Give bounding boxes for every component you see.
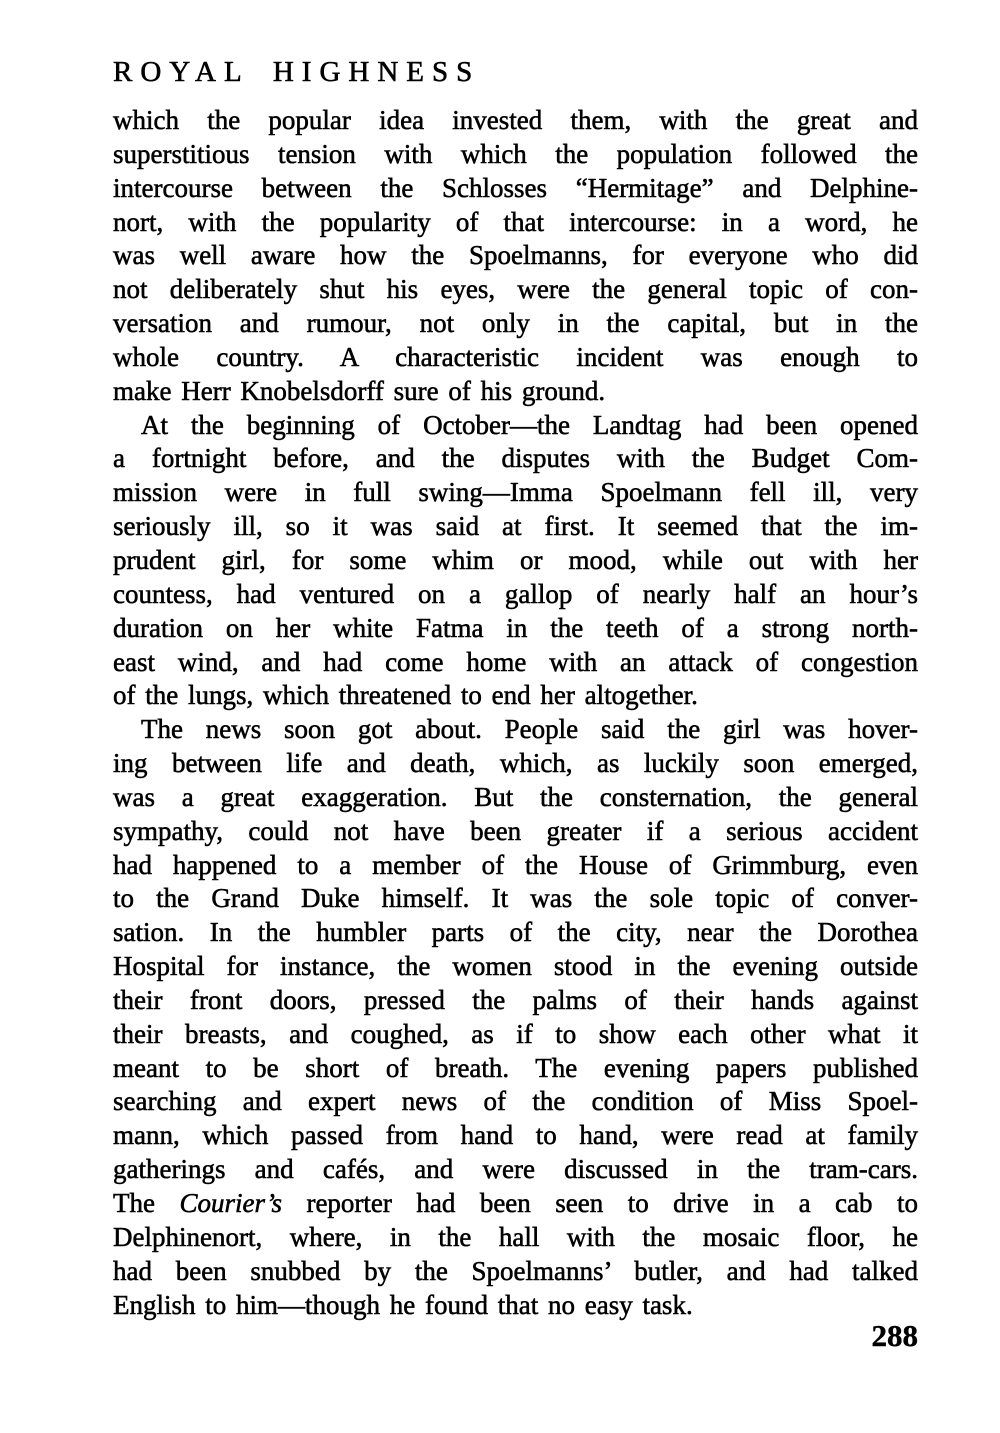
text-line: was well aware how the Spoelmanns, for everyone who did [113, 240, 918, 271]
text-line: which the popular idea invested them, with the great and [113, 105, 918, 135]
text-line: their front doors, pressed the palms of their hands against [113, 984, 918, 1015]
text-line: sympathy, could not have been greater if a serious accident [113, 815, 918, 846]
running-head: ROYAL HIGHNESS [113, 56, 481, 88]
text-line: had happened to a member of the House of Grimmburg, even [113, 849, 918, 880]
text-line: mann, which passed from hand to hand, were read at family [113, 1120, 918, 1151]
text-line: Hospital for instance, the women stood in the evening outside [113, 951, 918, 982]
text-line: superstitious tension with which the population followed the [113, 138, 918, 169]
text-line: make Herr Knobelsdorff sure of his ground. [113, 375, 606, 406]
text-line: of the lungs, which threatened to end her altogether. [113, 680, 698, 711]
text-line: English to him—though he found that no easy task. [113, 1289, 693, 1320]
text-line: At the beginning of October—the Landtag had been opened [141, 409, 918, 440]
text-line: countess, had ventured on a gallop of nearly half an hour’s [113, 578, 918, 609]
body-text [113, 104, 918, 1322]
text-line: versation and rumour, not only in the capital, but in the [113, 308, 918, 339]
text-line: seriously ill, so it was said at first. It seemed that the im- [113, 511, 918, 542]
text-line: was a great exaggeration. But the consternation, the general [113, 781, 918, 812]
text-line: meant to be short of breath. The evening papers published [113, 1052, 918, 1083]
text-line: prudent girl, for some whim or mood, while out with her [113, 544, 918, 575]
text-line: not deliberately shut his eyes, were the general topic of con- [113, 274, 918, 305]
text-line: searching and expert news of the condition of Miss Spoel- [113, 1086, 918, 1117]
text-line: Delphinenort, where, in the hall with the mosaic floor, he [113, 1221, 918, 1252]
text-line: to the Grand Duke himself. It was the sole topic of conver- [113, 883, 918, 914]
text-line: duration on her white Fatma in the teeth of a strong north- [113, 612, 918, 643]
text-line: ing between life and death, which, as luckily soon emerged, [113, 748, 918, 779]
text-line: mission were in full swing—Imma Spoelmann fell ill, very [113, 477, 918, 508]
page-number: 288 [871, 1318, 918, 1353]
text-line: The news soon got about. People said the girl was hover- [141, 714, 918, 745]
text-line: intercourse between the Schlosses “Hermitage” and Delphine- [113, 172, 918, 203]
text-line: a fortnight before, and the disputes with the Budget Com- [113, 443, 918, 474]
text-line: sation. In the humbler parts of the city, near the Dorothea [113, 917, 918, 948]
text-line: The Courier’s reporter had been seen to drive in a cab to [113, 1188, 918, 1218]
text-line: nort, with the popularity of that intercourse: in a word, he [113, 206, 918, 237]
text-line: east wind, and had come home with an attack of congestion [113, 646, 918, 677]
text-line: whole country. A characteristic incident was enough to [113, 341, 918, 372]
text-line: their breasts, and coughed, as if to show each other what it [113, 1018, 918, 1049]
text-line: gatherings and cafés, and were discussed in the tram-cars. [113, 1154, 918, 1185]
text-line: had been snubbed by the Spoelmanns’ butler, and had talked [113, 1255, 918, 1286]
